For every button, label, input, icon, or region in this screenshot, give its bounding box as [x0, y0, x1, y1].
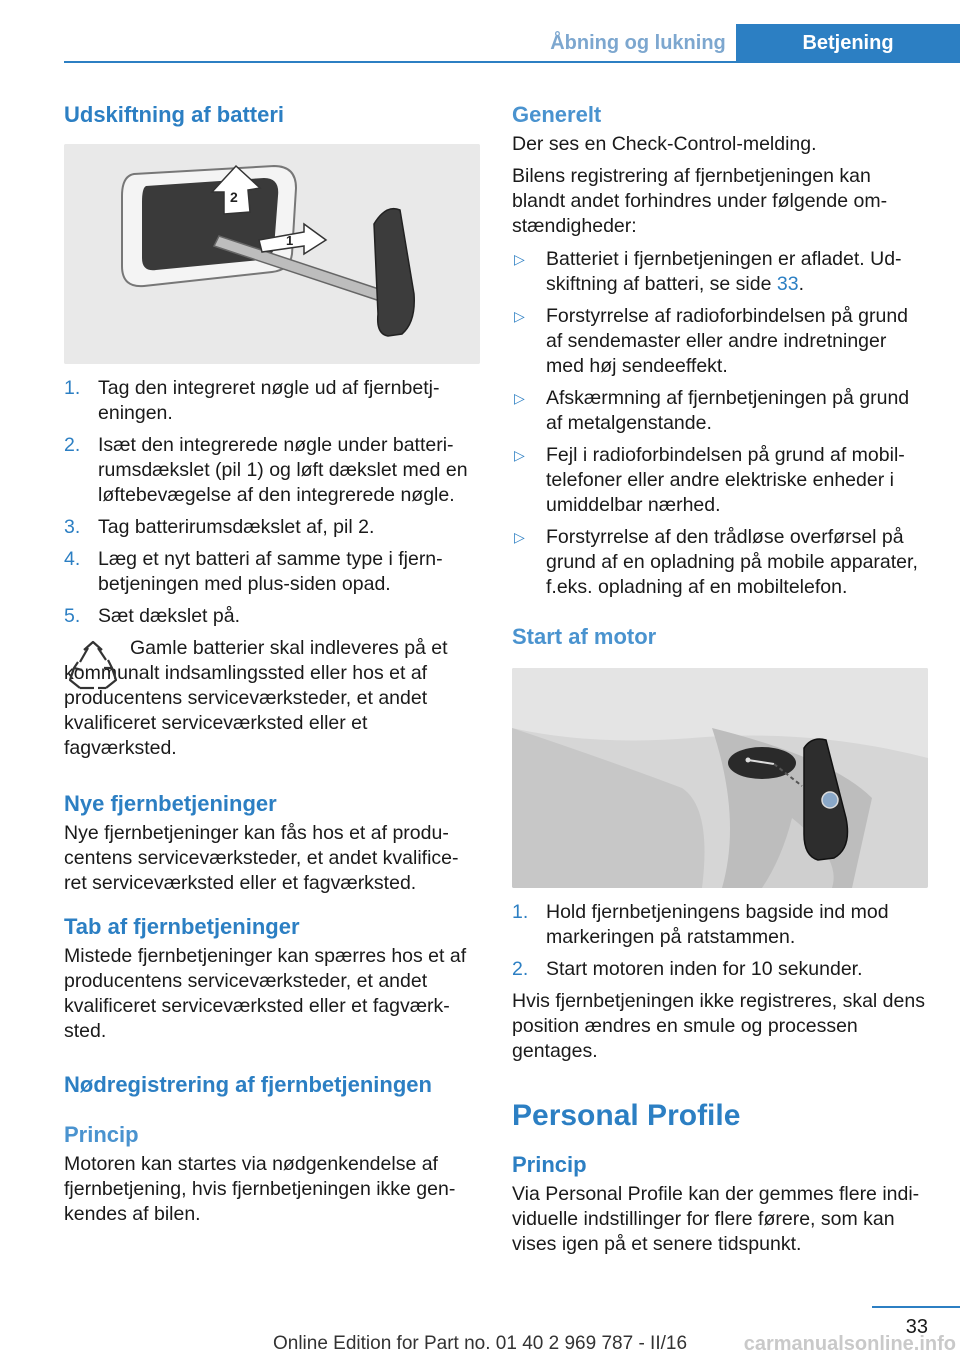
svg-text:2: 2 [230, 189, 238, 205]
bullet-triangle-icon: ▷ [514, 529, 525, 545]
key-battery-illustration [64, 144, 480, 364]
left-column [64, 98, 480, 1227]
start-steps [512, 900, 928, 982]
key-battery-figure [64, 144, 480, 364]
list-item: ▷ Batteriet i fjernbetjeningen er afladet. Ud‐skiftning af batteri, se side 33. [514, 248, 902, 295]
header-rule [64, 61, 960, 63]
list-item: 5. Sæt dækslet på. [64, 605, 240, 627]
watermark: carmanualsonline.info [743, 1333, 956, 1355]
list-item: 2. Start motoren inden for 10 sekunder. [512, 958, 863, 980]
svg-text:1: 1 [286, 233, 294, 248]
recycle-icon [64, 638, 122, 696]
steering-column-figure [512, 668, 928, 888]
recycle-note [64, 636, 480, 761]
bullet-triangle-icon: ▷ [514, 447, 525, 463]
profile-principle-title: Princip [512, 1152, 587, 1177]
edition-text: Online Edition for Part no. 01 40 2 969 787 - II/16 [272, 1333, 688, 1354]
start-text: Hvis fjernbetjeningen ikke registreres, skal dens position ændres en smule og processen gentages. [512, 990, 925, 1062]
start-title: Start af motor [512, 624, 657, 649]
list-item: 4. Læg et nyt batteri af samme type i fjern‐betjeningen med plus-siden opad. [64, 548, 443, 595]
bullet-triangle-icon: ▷ [514, 251, 525, 267]
page-link[interactable]: 33 [776, 273, 799, 295]
list-item: ▷ Fejl i radioforbindelsen på grund af mobil‐telefoner eller andre elektriske enheder i umiddelbar nærhed. [514, 444, 905, 516]
recycle-text: Gamle batterier skal indleveres på et kommunalt indsamlingssted eller hos et af producentens serviceværksteder, et andet kvalificeret serviceværksted eller et fagværksted. [64, 637, 448, 759]
emergency-title: Nødregistrering af fjernbetjeningen [64, 1072, 432, 1097]
battery-title: Udskiftning af batteri [64, 102, 285, 127]
list-item: ▷ Forstyrrelse af radioforbindelsen på grund af sendemaster eller andre indretninger med høj sendeeffekt. [514, 305, 909, 377]
list-item: 3. Tag batterirumsdækslet af, pil 2. [64, 516, 375, 538]
profile-text: Via Personal Profile kan der gemmes flere indi‐viduelle indstillinger for flere førere, som kan vises igen på et senere tidspunkt. [512, 1183, 920, 1255]
page-number: 33 [905, 1316, 928, 1338]
steering-column-illustration [512, 668, 928, 888]
new-remotes-text: Nye fjernbetjeninger kan fås hos et af produ‐centens serviceværksteder, et andet kvalifice‐ret serviceværksted eller et fagværksted. [64, 822, 459, 894]
general-text-1: Der ses en Check-Control-melding. [512, 133, 817, 155]
header-chapter: Åbning og lukning [550, 32, 726, 54]
list-item: 2. Isæt den integrerede nøgle under batteri‐rumsdækslet (pil 1) og løft dækslet med en løftebevægelse af den integrerede nøgle. [64, 434, 468, 506]
right-column [512, 98, 928, 1257]
bullet-triangle-icon: ▷ [514, 390, 525, 406]
list-item: 1. Hold fjernbetjeningens bagside ind mod markeringen på ratstammen. [512, 901, 889, 948]
new-remotes-title: Nye fjernbetjeninger [64, 791, 277, 816]
general-title: Generelt [512, 102, 602, 127]
list-item: 1. Tag den integreret nøgle ud af fjernbetj‐eningen. [64, 377, 440, 424]
personal-profile-title: Personal Profile [512, 1099, 741, 1132]
lost-remotes-text: Mistede fjernbetjeninger kan spærres hos et af producentens serviceværksteder, et andet kvalificeret serviceværksted eller et fagværk‐sted. [64, 945, 467, 1042]
battery-steps [64, 376, 480, 629]
principle-text: Motoren kan startes via nødgenkendelse af fjernbetjening, hvis fjernbetjeningen ikke gen‐kendes af bilen. [64, 1153, 456, 1225]
principle-title: Princip [64, 1122, 139, 1147]
footer-rule [872, 1306, 960, 1308]
list-item: ▷ Forstyrrelse af den trådløse overførsel på grund af en opladning på mobile apparater, f.eks. opladning af en mobiltelefon. [514, 526, 918, 598]
general-text-2: Bilens registrering af fjernbetjeningen kan blandt andet forhindres under følgende om‐stændigheder: [512, 165, 888, 237]
header-section: Betjening [736, 24, 960, 63]
conditions-list [512, 247, 928, 600]
list-item: ▷ Afskærmning af fjernbetjeningen på grund af metalgenstande. [514, 387, 910, 434]
bullet-triangle-icon: ▷ [514, 308, 525, 324]
lost-remotes-title: Tab af fjernbetjeninger [64, 914, 300, 939]
